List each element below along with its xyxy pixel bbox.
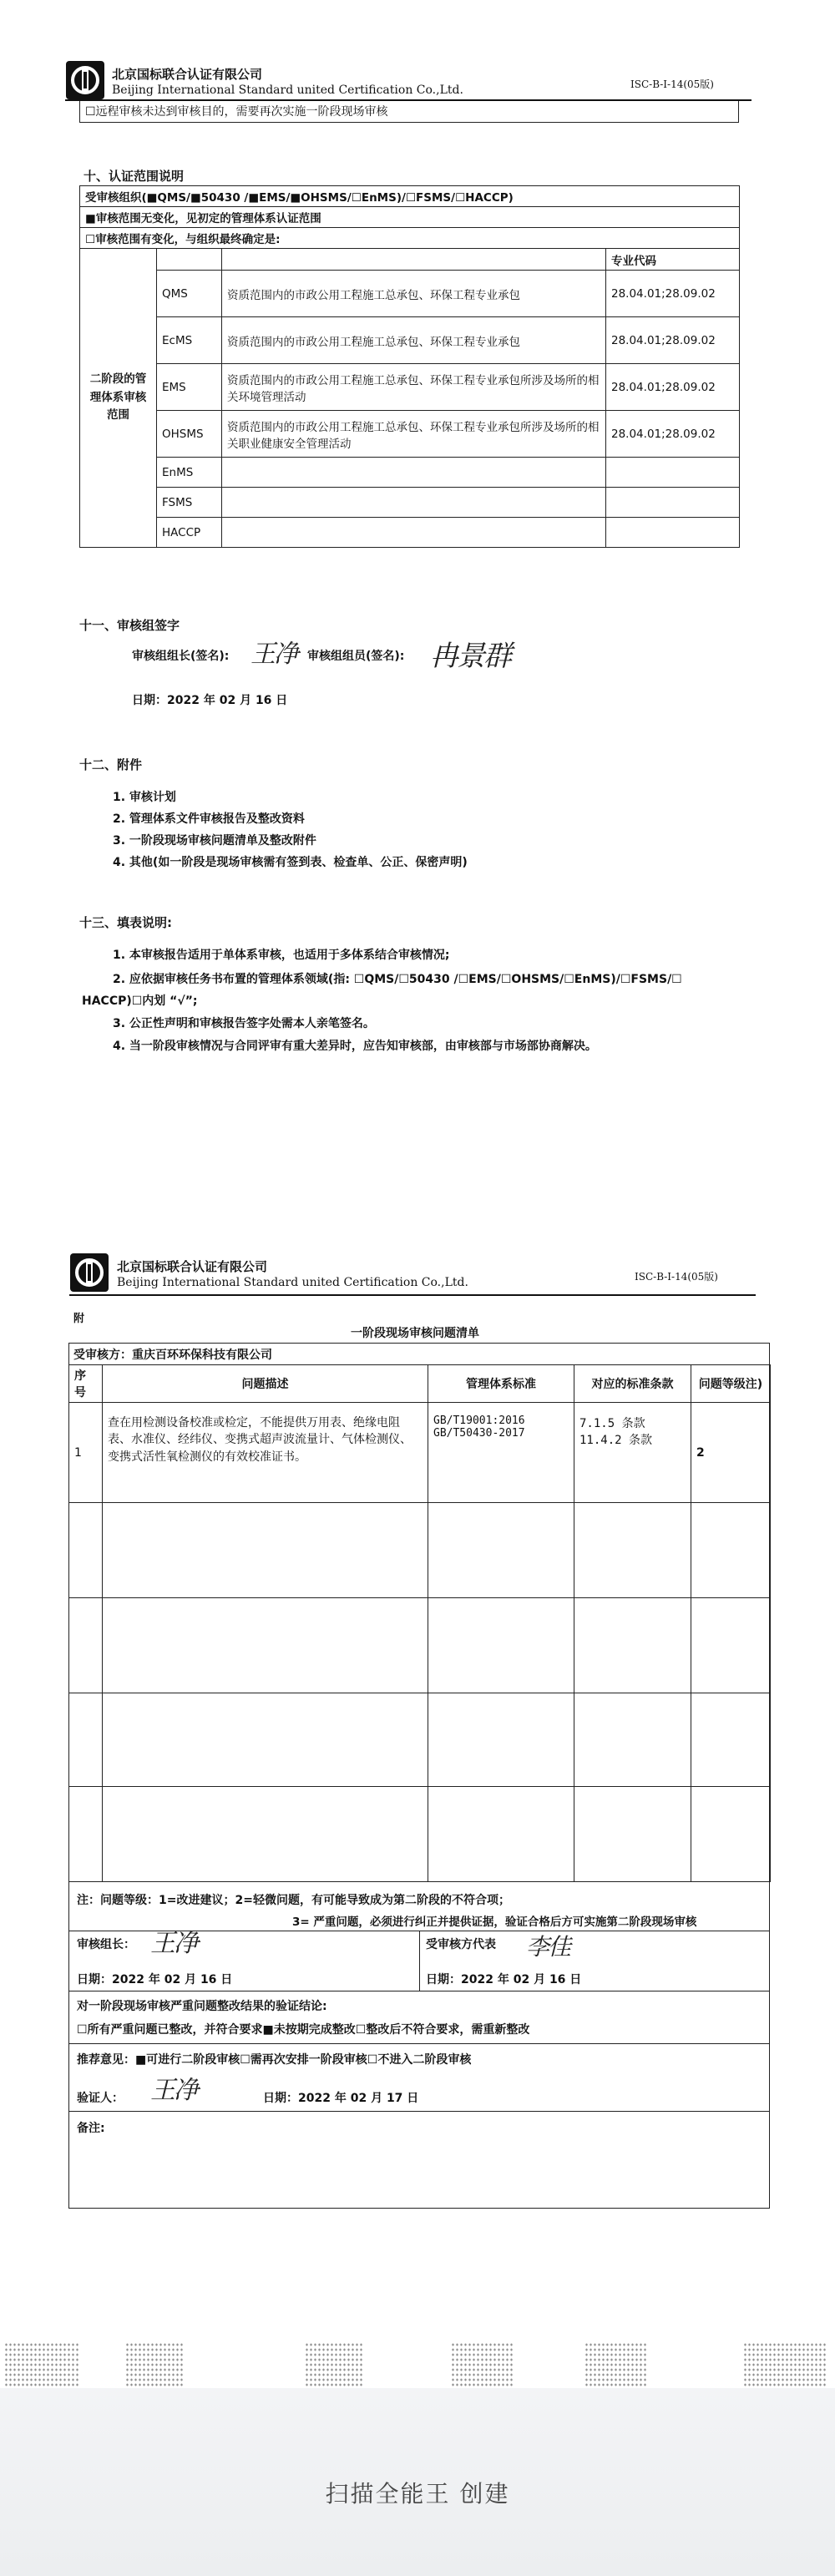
rep-date: 日期：2022 年 02 月 16 日	[426, 1973, 582, 1986]
instruction-item: HACCP)☐内划 “√”;	[82, 994, 198, 1008]
sign-date: 日期：2022 年 02 月 16 日	[132, 694, 288, 707]
instruction-item: 2. 应依据审核任务书布置的管理体系领域(指: ☐QMS/☐50430 /☐EMS/☐OHSMS/☐EnMS)/☐FSMS/☐	[113, 973, 682, 986]
col-clause: 对应的标准条款	[574, 1365, 691, 1403]
issue-table	[68, 1364, 771, 1882]
scope-group-label: 二阶段的管理体系审核范围	[80, 249, 157, 548]
scope-sys: OHSMS	[157, 411, 222, 458]
instruction-item: 4. 当一阶段审核情况与合同评审有重大差异时，应告知审核部，由审核部与市场部协商解决。	[113, 1040, 597, 1053]
company-name-cn: 北京国标联合认证有限公司	[112, 67, 263, 82]
scope-system-line: 受审核组织(■QMS/■50430 /■EMS/■OHSMS/☐EnMS)/☐FSMS/☐HACCP)	[80, 186, 740, 207]
scanner-footer	[0, 2388, 835, 2576]
scope-sys: QMS	[157, 271, 222, 317]
recommendation: 推荐意见：■可进行二阶段审核☐需再次安排一阶段审核☐不进入二阶段审核	[77, 2053, 472, 2067]
scope-desc: 资质范围内的市政公用工程施工总承包、环保工程专业承包	[222, 271, 606, 317]
table-row	[69, 1503, 771, 1598]
company-logo	[65, 60, 105, 100]
scope-sys: EcMS	[157, 317, 222, 364]
remote-audit-option: ☐远程审核未达到审核目的，需要再次实施一阶段现场审核	[79, 101, 739, 123]
leader-signature: 王净	[250, 640, 297, 669]
company-logo	[69, 1253, 109, 1293]
col-level: 问题等级注)	[691, 1365, 771, 1403]
leader-signature: 王净	[150, 1929, 197, 1958]
section-11-title: 十一、审核组签字	[79, 618, 180, 633]
section-10-title: 十、认证范围说明	[84, 169, 185, 184]
attachment-mark: 附	[73, 1313, 85, 1325]
scope-desc: 资质范围内的市政公用工程施工总承包、环保工程专业承包所涉及场所的相关职业健康安全管理活动	[222, 411, 606, 458]
table-row: 1 查在用检测设备校准或检定，不能提供万用表、绝缘电阻表、水准仪、经纬仪、变携式超声波流量计、气体检测仪、变携式活性氧检测仪的有效校准证书。 GB/T19001:2016 GB/T50430-2017 7.1.5 条款 11.4.2 条款 2	[69, 1403, 771, 1503]
scope-desc: 资质范围内的市政公用工程施工总承包、环保工程专业承包所涉及场所的相关环境管理活动	[222, 364, 606, 411]
doc-number: ISC-B-I-14(05版)	[630, 78, 714, 90]
member-sign-label: 审核组组员(签名):	[307, 650, 405, 663]
verify-options: ☐所有严重问题已整改，并符合要求■未按期完成整改☐整改后不符合要求，需重新整改	[77, 2023, 530, 2037]
remarks-label: 备注:	[77, 2122, 105, 2135]
scope-code: 28.04.01;28.09.02	[606, 411, 740, 458]
col-std: 管理体系标准	[428, 1365, 574, 1403]
scope-changed: ☐审核范围有变化，与组织最终确定是:	[80, 228, 740, 249]
col-desc: 问题描述	[103, 1365, 428, 1403]
level-note-2: 3= 严重问题，必须进行纠正并提供证据，验证合格后方可实施第二阶段现场审核	[292, 1916, 697, 1929]
table-row	[69, 1787, 771, 1882]
attachment-item: 1. 审核计划	[113, 791, 176, 804]
verifier-signature: 王净	[150, 2076, 197, 2105]
table-row	[69, 1693, 771, 1787]
scope-sys: EMS	[157, 364, 222, 411]
verify-title: 对一阶段现场审核严重问题整改结果的验证结论:	[77, 2000, 327, 2013]
col-no: 序号	[69, 1365, 103, 1403]
company-name-en: Beijing International Standard united Certification Co.,Ltd.	[117, 1276, 468, 1289]
table-row	[69, 1598, 771, 1693]
member-signature: 冉景群	[430, 640, 510, 673]
verifier-date: 日期：2022 年 02 月 17 日	[263, 2092, 419, 2105]
scope-code: 28.04.01;28.09.02	[606, 317, 740, 364]
doc-number: ISC-B-I-14(05版)	[635, 1271, 718, 1283]
verifier-label: 验证人：	[77, 2092, 124, 2105]
audited-org: 受审核方：重庆百环环保科技有限公司	[73, 1349, 272, 1362]
leader-date: 日期：2022 年 02 月 16 日	[77, 1973, 233, 1986]
scope-code: 28.04.01;28.09.02	[606, 271, 740, 317]
instruction-item: 3. 公正性声明和审核报告签字处需本人亲笔签名。	[113, 1017, 375, 1030]
scope-no-change: ■审核范围无变化，见初定的管理体系认证范围	[80, 207, 740, 228]
scope-desc: 资质范围内的市政公用工程施工总承包、环保工程专业承包	[222, 317, 606, 364]
company-name-cn: 北京国标联合认证有限公司	[117, 1259, 268, 1274]
code-header: 专业代码	[606, 249, 740, 271]
section-12-title: 十二、附件	[79, 757, 143, 772]
issue-list-title: 一阶段现场审核问题清单	[351, 1327, 479, 1340]
scanner-watermark: 扫描全能王 创建	[325, 2480, 510, 2508]
level-note-1: 注：问题等级：1=改进建议；2=轻微问题，有可能导致成为第二阶段的不符合项；	[77, 1894, 510, 1907]
section-13-title: 十三、填表说明:	[79, 915, 172, 930]
attachment-item: 3. 一阶段现场审核问题清单及整改附件	[113, 834, 316, 848]
instruction-item: 1. 本审核报告适用于单体系审核，也适用于多体系结合审核情况;	[113, 949, 450, 962]
rep-signature: 李佳	[526, 1933, 570, 1961]
attachment-item: 4. 其他(如一阶段是现场审核需有签到表、检查单、公正、保密声明)	[113, 856, 468, 869]
scope-table	[79, 185, 740, 548]
scope-sys: HACCP	[157, 518, 222, 548]
attachment-item: 2. 管理体系文件审核报告及整改资料	[113, 812, 305, 826]
scope-sys: EnMS	[157, 458, 222, 488]
leader-label: 审核组长：	[77, 1938, 135, 1951]
scope-code: 28.04.01;28.09.02	[606, 364, 740, 411]
rep-label: 受审核方代表	[426, 1938, 496, 1951]
leader-sign-label: 审核组组长(签名):	[132, 650, 230, 663]
company-name-en: Beijing International Standard united Certification Co.,Ltd.	[112, 84, 463, 97]
scope-sys: FSMS	[157, 488, 222, 518]
